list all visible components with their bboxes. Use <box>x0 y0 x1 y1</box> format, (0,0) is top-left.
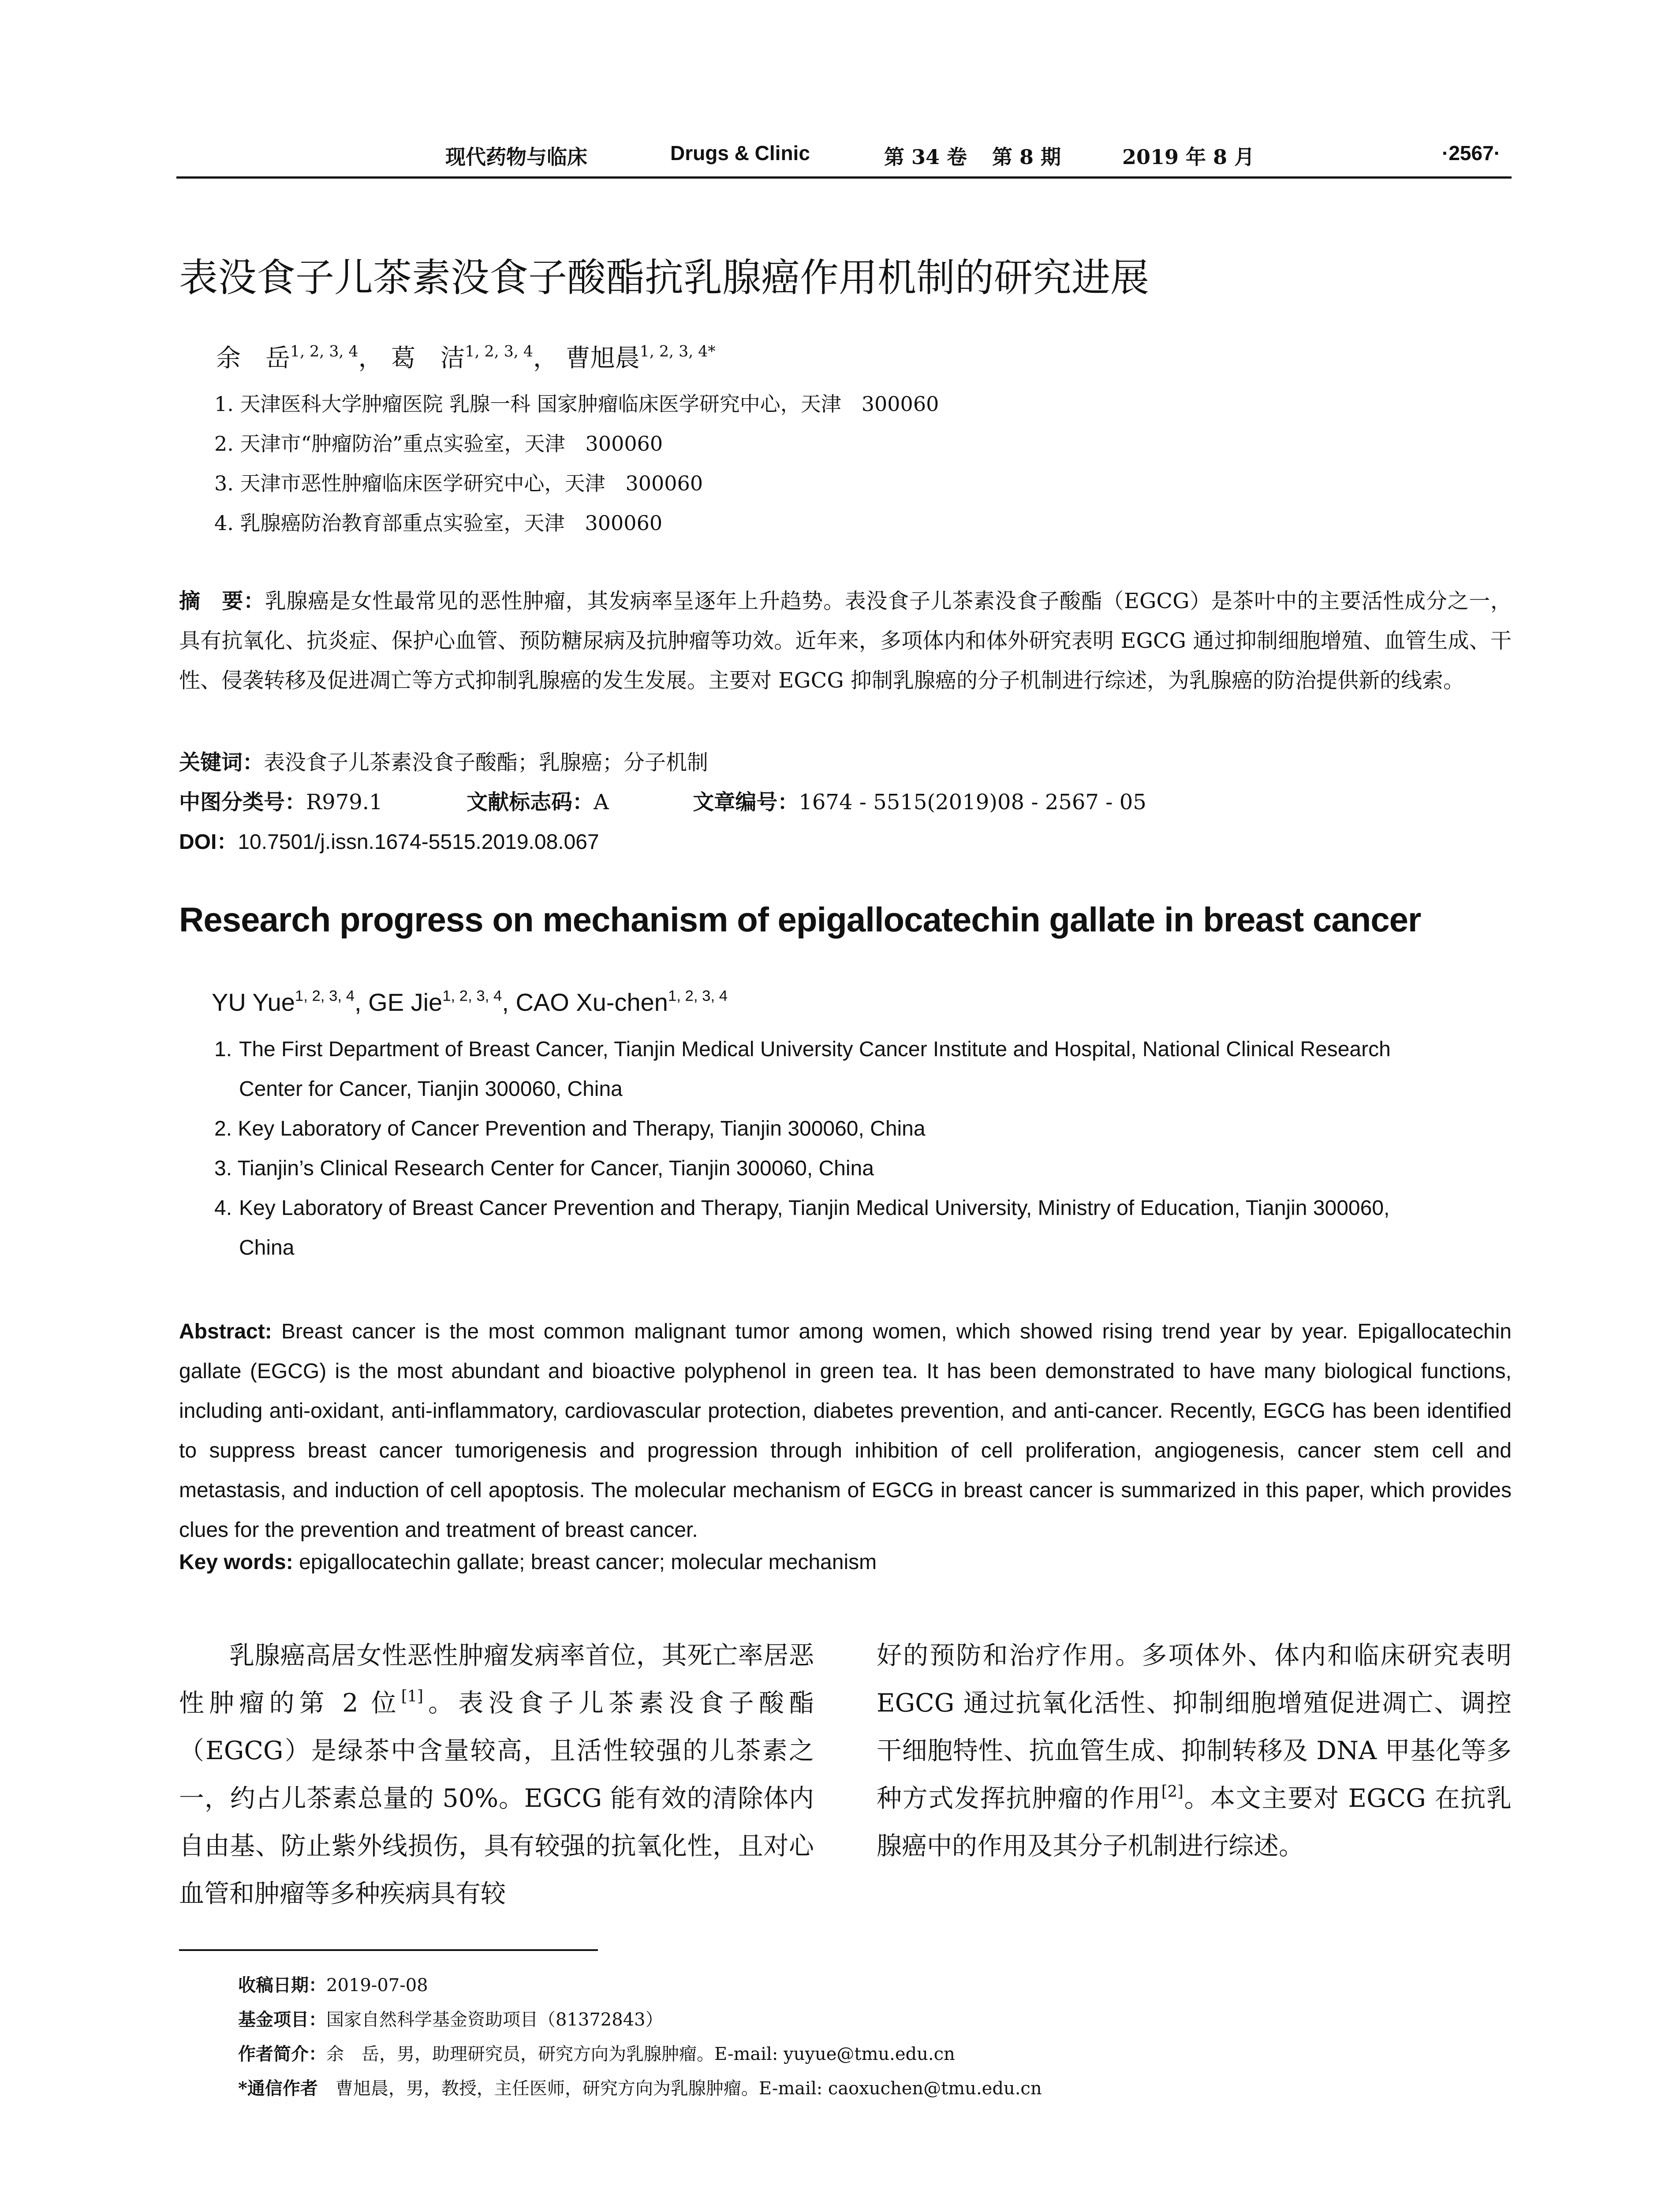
bio-label: 作者简介： <box>238 2044 326 2064</box>
corr-label: *通信作者 <box>238 2078 318 2099</box>
affiliation-cn: 2. 天津市“肿瘤防治”重点实验室，天津 300060 <box>214 432 663 456</box>
body-text: 好的预防和治疗作用。多项体外、体内和临床研究表明 EGCG 通过抗氧化活性、抑制细胞增殖促进凋亡、调控干细胞特性、抗血管生成、抑制转移及 DNA 甲基化等多种方式发挥抗肿瘤的作用 <box>877 1641 1512 1813</box>
author-en-sup: 1, 2, 3, 4 <box>442 987 502 1005</box>
journal-name-cn: 现代药物与临床 <box>445 145 587 169</box>
journal-volume: 第 34 卷 <box>884 145 967 169</box>
footnote-author-bio <box>238 2040 955 2065</box>
footnote-rule <box>179 1949 598 1951</box>
author-en-name: YU Yue <box>212 988 295 1016</box>
author-cn-name: 余 岳 <box>216 344 290 373</box>
corr-value: 曹旭晨，男，教授，主任医师，研究方向为乳腺肿瘤。E-mail: caoxuchen@tmu.edu.cn <box>317 2078 1042 2099</box>
keywords-cn <box>179 745 708 776</box>
journal-date: 2019 年 8 月 <box>1122 145 1255 169</box>
abstract-en <box>179 1312 1512 1550</box>
page-number: ·2567· <box>1442 142 1501 164</box>
body-text: 。表没食子儿茶素没食子酸酯（EGCG）是绿茶中含量较高，且活性较强的儿茶素之一，约占儿茶素总量的 50%。EGCG 能有效的清除体内自由基、防止紫外线损伤，具有较强的抗氧化性，且对心血管和肿瘤等多种疾病具有较 <box>179 1689 814 1908</box>
author-cn-sup: 1, 2, 3, 4 <box>290 343 358 361</box>
bio-value: 余 岳，男，助理研究员，研究方向为乳腺肿瘤。E-mail: yuyue@tmu.edu.cn <box>326 2044 955 2064</box>
fund-value: 国家自然科学基金资助项目（81372843） <box>326 2010 663 2030</box>
title-cn: 表没食子儿茶素没食子酸酯抗乳腺癌作用机制的研究进展 <box>179 256 1150 299</box>
fund-label: 基金项目： <box>238 2009 326 2030</box>
author-en-name: GE Jie <box>368 988 443 1016</box>
affiliation-en-4 <box>214 1188 1389 1268</box>
abstract-cn-text: 乳腺癌是女性最常见的恶性肿瘤，其发病率呈逐年上升趋势。表没食子儿茶素没食子酸酯（EGCG）是茶叶中的主要活性成分之一，具有抗氧化、抗炎症、保护心血管、预防糖尿病及抗肿瘤等功效。近年来，多项体内和体外研究表明 EGCG 通过抑制细胞增殖、血管生成、干性、侵袭转移及促进凋亡等方式抑制乳腺癌的发生发展。主要对 EGCG 抑制乳腺癌的分子机制进行综述，为乳腺癌的防治提供新的线索。 <box>179 589 1512 693</box>
abstract-en-label: Abstract: <box>179 1320 272 1343</box>
body-column-left <box>179 1632 814 1917</box>
keywords-cn-label: 关键词： <box>179 750 264 775</box>
affil-text-cont: Center for Cancer, Tianjin 300060, China <box>239 1077 623 1101</box>
journal-name-en: Drugs & Clinic <box>670 142 810 164</box>
keywords-cn-text: 表没食子儿茶素没食子酸酯；乳腺癌；分子机制 <box>264 750 709 775</box>
abstract-en-text: Breast cancer is the most common malignant tumor among women, which showed rising trend year by year. Epigallocatechin gallate (EGCG) is the most abundant and bioactive polyphenol in green tea. It has been demonstrated to have many biological functions, including anti-oxidant, anti-inflammatory, cardiovascular protection, diabetes prevention, and anti-cancer. Recently, EGCG has been identified to suppress breast cancer tumorigenesis and progression through inhibition of cell proliferation, angiogenesis, cancer stem cell and metastasis, and induction of cell apoptosis. The molecular mechanism of EGCG in breast cancer is summarized in this paper, which provides clues for the prevention and treatment of breast cancer. <box>179 1320 1512 1542</box>
body-paragraph <box>877 1632 1512 1870</box>
authors-en: YU Yue$^{1, 2, 3, 4}$, GE Jie$^{1, 2, 3, 4}$, CAO Xu-chen$^{1, 2, 3, 4}$ <box>212 987 728 1016</box>
affiliation-cn: 1. 天津医科大学肿瘤医院 乳腺一科 国家肿瘤临床医学研究中心，天津 300060 <box>214 392 939 416</box>
keywords-en-text: epigallocatechin gallate; breast cancer; molecular mechanism <box>299 1551 877 1574</box>
received-value: 2019-07-08 <box>326 1975 428 1996</box>
abstract-cn-label: 摘 要： <box>179 589 265 613</box>
citation-2: [2] <box>1161 1783 1183 1801</box>
affiliation-en-2: 2. Key Laboratory of Cancer Prevention and Therapy, Tianjin 300060, China <box>214 1117 926 1140</box>
affil-text-cont: China <box>239 1236 295 1259</box>
doi-value: 10.7501/j.issn.1674-5515.2019.08.067 <box>238 830 599 854</box>
header-rule <box>176 176 1512 179</box>
body-paragraph <box>179 1632 814 1917</box>
journal-issue: 第 8 期 <box>992 145 1061 169</box>
footnote-received <box>238 1971 428 1996</box>
author-cn-sup: 1, 2, 3, 4 <box>465 343 533 361</box>
author-en-sup: 1, 2, 3, 4 <box>295 987 355 1005</box>
keywords-en <box>179 1550 877 1574</box>
affil-number: 1. <box>214 1038 232 1061</box>
body-text: 乳腺癌高居女性恶性肿瘤发病率首位，其死亡率居恶性肿瘤的第 2 位 <box>179 1641 814 1718</box>
citation-1: [1] <box>401 1687 423 1706</box>
keywords-en-label: Key words: <box>179 1551 293 1574</box>
affiliation-en-1 <box>214 1030 1391 1109</box>
doi-label: DOI： <box>179 830 238 854</box>
body-column-right <box>877 1632 1512 1870</box>
author-cn-sup: 1, 2, 3, 4* <box>639 343 716 361</box>
clc-label: 中图分类号： <box>179 790 306 815</box>
affil-text: The First Department of Breast Cancer, Tianjin Medical University Cancer Institute and Hospital, National Clinical Research <box>239 1038 1391 1061</box>
authors-cn: 余 岳$^{1, 2, 3, 4}$， 葛 洁$^{1, 2, 3, 4}$， 曹旭晨$^{1, 2, 3, 4*}$ <box>216 343 716 373</box>
author-en-sup: 1, 2, 3, 4 <box>668 987 728 1005</box>
doi-line <box>179 825 599 855</box>
doc-code-value: A <box>594 790 609 815</box>
author-cn-name: 葛 洁 <box>391 344 465 373</box>
affiliation-cn: 3. 天津市恶性肿瘤临床医学研究中心，天津 300060 <box>214 471 703 495</box>
abstract-cn <box>179 581 1512 700</box>
clc-value: R979.1 <box>306 790 383 815</box>
footnote-corresponding <box>238 2074 1042 2100</box>
affil-number: 4. <box>214 1196 232 1220</box>
doc-code-label: 文献标志码： <box>467 790 594 815</box>
footnote-fund <box>238 2006 663 2031</box>
classification-line <box>179 785 1146 815</box>
title-en: Research progress on mechanism of epigallocatechin gallate in breast cancer <box>179 900 1421 939</box>
article-number-value: 1674 - 5515(2019)08 - 2567 - 05 <box>799 790 1146 815</box>
received-label: 收稿日期： <box>238 1975 326 1996</box>
article-number-label: 文章编号： <box>693 790 799 815</box>
affiliation-en-3: 3. Tianjin’s Clinical Research Center for Cancer, Tianjin 300060, China <box>214 1157 874 1180</box>
body-text: 。本文主要对 EGCG 在抗乳腺癌中的作用及其分子机制进行综述。 <box>877 1784 1512 1861</box>
author-cn-name: 曹旭晨 <box>565 344 640 373</box>
affiliation-cn: 4. 乳腺癌防治教育部重点实验室，天津 300060 <box>214 511 663 535</box>
author-en-name: CAO Xu-chen <box>515 988 668 1016</box>
affil-text: Key Laboratory of Breast Cancer Prevention and Therapy, Tianjin Medical University, Ministry of Education, Tianjin 300060, <box>239 1196 1390 1220</box>
